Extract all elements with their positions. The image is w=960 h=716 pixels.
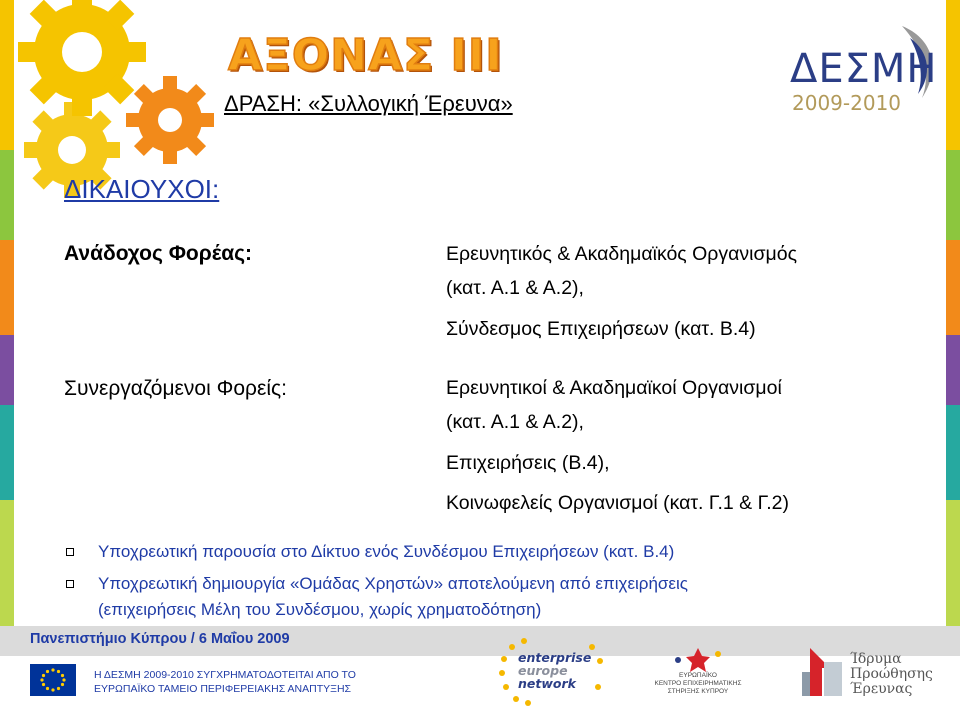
research-promotion-foundation-logo — [800, 640, 950, 710]
partners-line: Κοινωφελείς Οργανισμοί (κατ. Γ.1 & Γ.2) — [446, 492, 789, 514]
partners-line: Ερευνητικοί & Ακαδημαϊκοί Οργανισμοί — [446, 377, 782, 399]
enterprise-europe-network-logo — [498, 637, 608, 707]
right-stripe-lightgreen — [946, 500, 960, 626]
action-heading: ΔΡΑΣΗ: «Συλλογική Έρευνα» — [224, 91, 513, 116]
page-title: ΑΞΟΝΑΣ ΙΙΙ — [228, 30, 503, 81]
partners-line: (κατ. Α.1 & Α.2), — [446, 411, 584, 433]
left-stripe-teal — [0, 405, 14, 500]
left-stripe-purple — [0, 335, 14, 405]
funding-line: ΕΥΡΩΠΑΪΚΟ ΤΑΜΕΙΟ ΠΕΡΙΦΕΡΕΙΑΚΗΣ ΑΝΑΠΤΥΞΗΣ — [94, 683, 352, 695]
beneficiaries-heading: ΔΙΚΑΙΟΥΧΟΙ: — [64, 174, 220, 204]
right-stripe-green — [946, 150, 960, 240]
lead-partner-label: Ανάδοχος Φορέας: — [64, 242, 253, 265]
ipe-line: Προώθησης — [850, 666, 933, 682]
kepa-line: ΣΤΗΡΙΞΗΣ ΚΥΠΡΟΥ — [667, 688, 729, 695]
kepa-line: ΕΥΡΩΠΑΪΚΟ — [679, 672, 717, 679]
bullet-text: (επιχειρήσεις Μέλη του Συνδέσμου, χωρίς χρηματοδότηση) — [98, 600, 542, 619]
een-line: europe — [518, 663, 568, 678]
desmi-logo-years: 2009-2010 — [792, 91, 902, 115]
een-line: enterprise — [518, 650, 592, 665]
een-line: network — [518, 676, 576, 691]
bullet-square-icon — [66, 548, 74, 556]
right-stripe-orange — [946, 240, 960, 335]
lead-partner-line: Ερευνητικός & Ακαδημαϊκός Οργανισμός — [446, 243, 797, 265]
partners-line: Επιχειρήσεις (Β.4), — [446, 452, 610, 474]
desmi-logo-name: ΔΕΣΜΗ — [790, 46, 938, 92]
desmi-logo — [782, 18, 952, 128]
bullet-text: Υποχρεωτική δημιουργία «Ομάδας Χρηστών» αποτελούμενη από επιχειρήσεις — [98, 574, 688, 593]
ipe-line: Ίδρυμα — [850, 651, 902, 667]
eu-flag-icon — [30, 664, 76, 696]
kepa-logo — [638, 646, 758, 706]
lead-partner-line: (κατ. Α.1 & Α.2), — [446, 277, 584, 299]
footer-venue-date: Πανεπιστήμιο Κύπρου / 6 Μαΐου 2009 — [30, 631, 290, 647]
bullet-text: Υποχρεωτική παρουσία στο Δίκτυο ενός Συνδέσμου Επιχειρήσεων (κατ. Β.4) — [98, 542, 675, 561]
right-stripe-teal — [946, 405, 960, 500]
bullet-square-icon — [66, 580, 74, 588]
funding-text — [94, 668, 356, 696]
left-stripe-lightgreen — [0, 500, 14, 626]
kepa-line: ΚΕΝΤΡΟ ΕΠΙΧΕΙΡΗΜΑΤΙΚΗΣ — [654, 680, 742, 687]
ipe-line: Έρευνας — [850, 681, 913, 697]
funding-line: Η ΔΕΣΜΗ 2009-2010 ΣΥΓΧΡΗΜΑΤΟΔΟΤΕΙΤΑΙ ΑΠΟ ΤΟ — [94, 669, 356, 681]
right-stripe-purple — [946, 335, 960, 405]
lead-partner-line: Σύνδεσμος Επιχειρήσεων (κατ. Β.4) — [446, 318, 756, 340]
ipe-arrow-icon — [800, 644, 846, 704]
left-stripe-orange — [0, 240, 14, 335]
partners-label: Συνεργαζόμενοι Φορείς: — [64, 377, 287, 400]
